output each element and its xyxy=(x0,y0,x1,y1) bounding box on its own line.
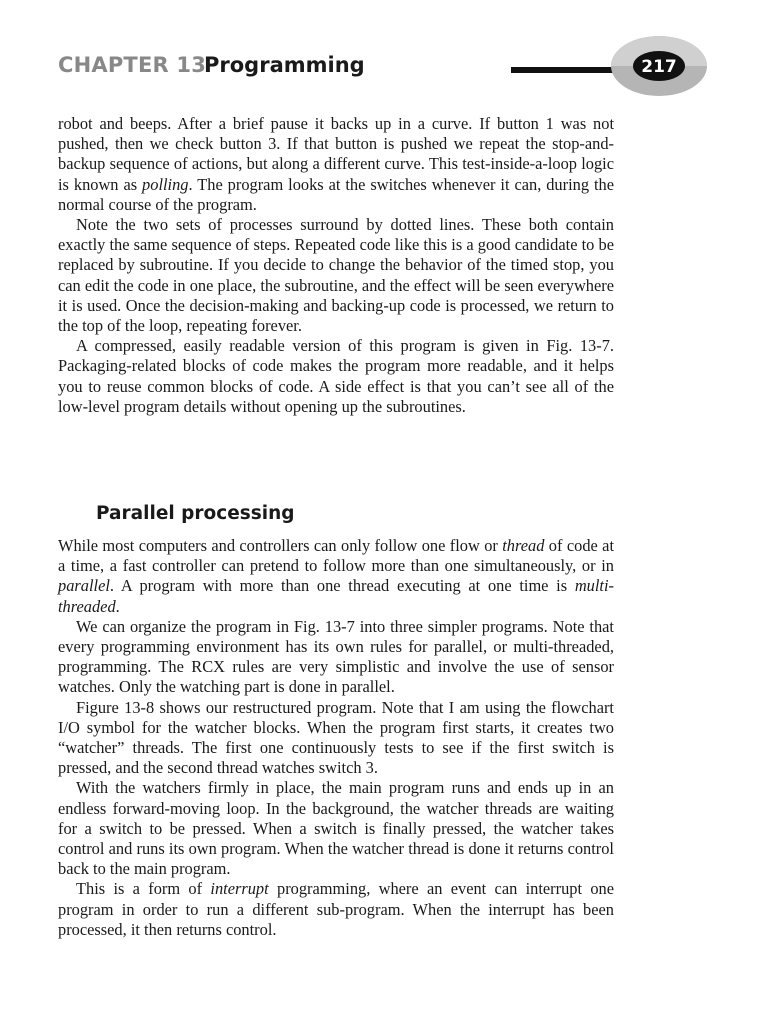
page-header xyxy=(0,0,762,110)
body-text-top xyxy=(58,114,614,417)
text-run: We can organize the program in Fig. 13-7 into three simpler programs. Note that every programming environment has its own rules for parallel, or multi-threaded, programming. The RCX rules are very simplistic and involve the use of sensor watches. Only the watching part is done in parallel. xyxy=(58,616,614,697)
text-run: Figure 13-8 shows our restructured program. Note that I am using the flowchart I/O symbol for the watcher blocks. When the program first starts, it creates two “watcher” threads. The first one continuously tests to see if the first switch is pressed, and the second thread watches switch 3. xyxy=(58,697,614,778)
paragraph xyxy=(58,778,614,879)
body-text-bottom xyxy=(58,536,614,940)
text-run: While most computers and controllers can only follow one flow or xyxy=(58,536,503,555)
chapter-title: Programming xyxy=(204,53,365,77)
text-run: . A program with more than one thread executing at one time is xyxy=(109,576,575,596)
paragraph xyxy=(58,536,614,617)
text-run: With the watchers firmly in place, the main program runs and ends up in an endless forward-moving loop. In the background, the watcher threads are waiting for a switch to be pressed. When a switch is finally pressed, the watcher takes control and runs its own program. When the watcher thread is done it returns control back to the main program. xyxy=(58,778,614,879)
italic-term: interrupt xyxy=(210,879,269,899)
text-run: Note the two sets of processes surround by dotted lines. These both contain exactly the same sequence of steps. Repeated code like this is a good candidate to be replaced by subroutine. If you decide to change the behavior of the timed stop, you can edit the code in one place, the subroutine, and the effect will be seen everywhere it is used. Once the decision-making and backing-up code is processed, we return to the top of the loop, repeating forever. xyxy=(58,215,614,336)
text-run: programming, where an event can interrupt one program in order to run a different sub-program. When the interrupt has been processed, it then returns control. xyxy=(58,879,615,939)
paragraph xyxy=(58,336,614,417)
italic-term: thread xyxy=(502,536,545,555)
paragraph xyxy=(58,698,614,779)
italic-term: parallel xyxy=(58,576,110,596)
page-number: 217 xyxy=(641,57,677,77)
paragraph xyxy=(58,879,614,940)
text-run: of code at a time, a fast controller can pretend to follow more than one simultaneously, or in xyxy=(58,536,614,576)
text-run: robot and beeps. After a brief pause it backs up in a curve. If button 1 was not pushed, then we check button 3. If that button is pushed we repeat the stop-and-backup sequence of actions, but along a different curve. This test-inside-a-loop logic is known as xyxy=(58,114,614,194)
italic-term: multi-threaded xyxy=(58,576,614,616)
chapter-label: CHAPTER 13 xyxy=(58,53,207,77)
italic-term: polling xyxy=(142,174,189,194)
text-run: . The program looks at the switches whenever it can, during the normal course of the program. xyxy=(58,174,614,214)
paragraph xyxy=(58,617,614,698)
text-run: . xyxy=(115,596,120,616)
paragraph xyxy=(58,215,614,336)
text-run: A compressed, easily readable version of this program is given in Fig. 13-7. Packaging-related blocks of code makes the program more readable, and it helps you to reuse common blocks of code. A side effect is that you can’t see all of the low-level program details without opening up the subroutines. xyxy=(58,336,614,416)
text-run: This is a form of xyxy=(76,879,211,899)
paragraph xyxy=(58,114,614,215)
section-heading: Parallel processing xyxy=(96,503,295,524)
